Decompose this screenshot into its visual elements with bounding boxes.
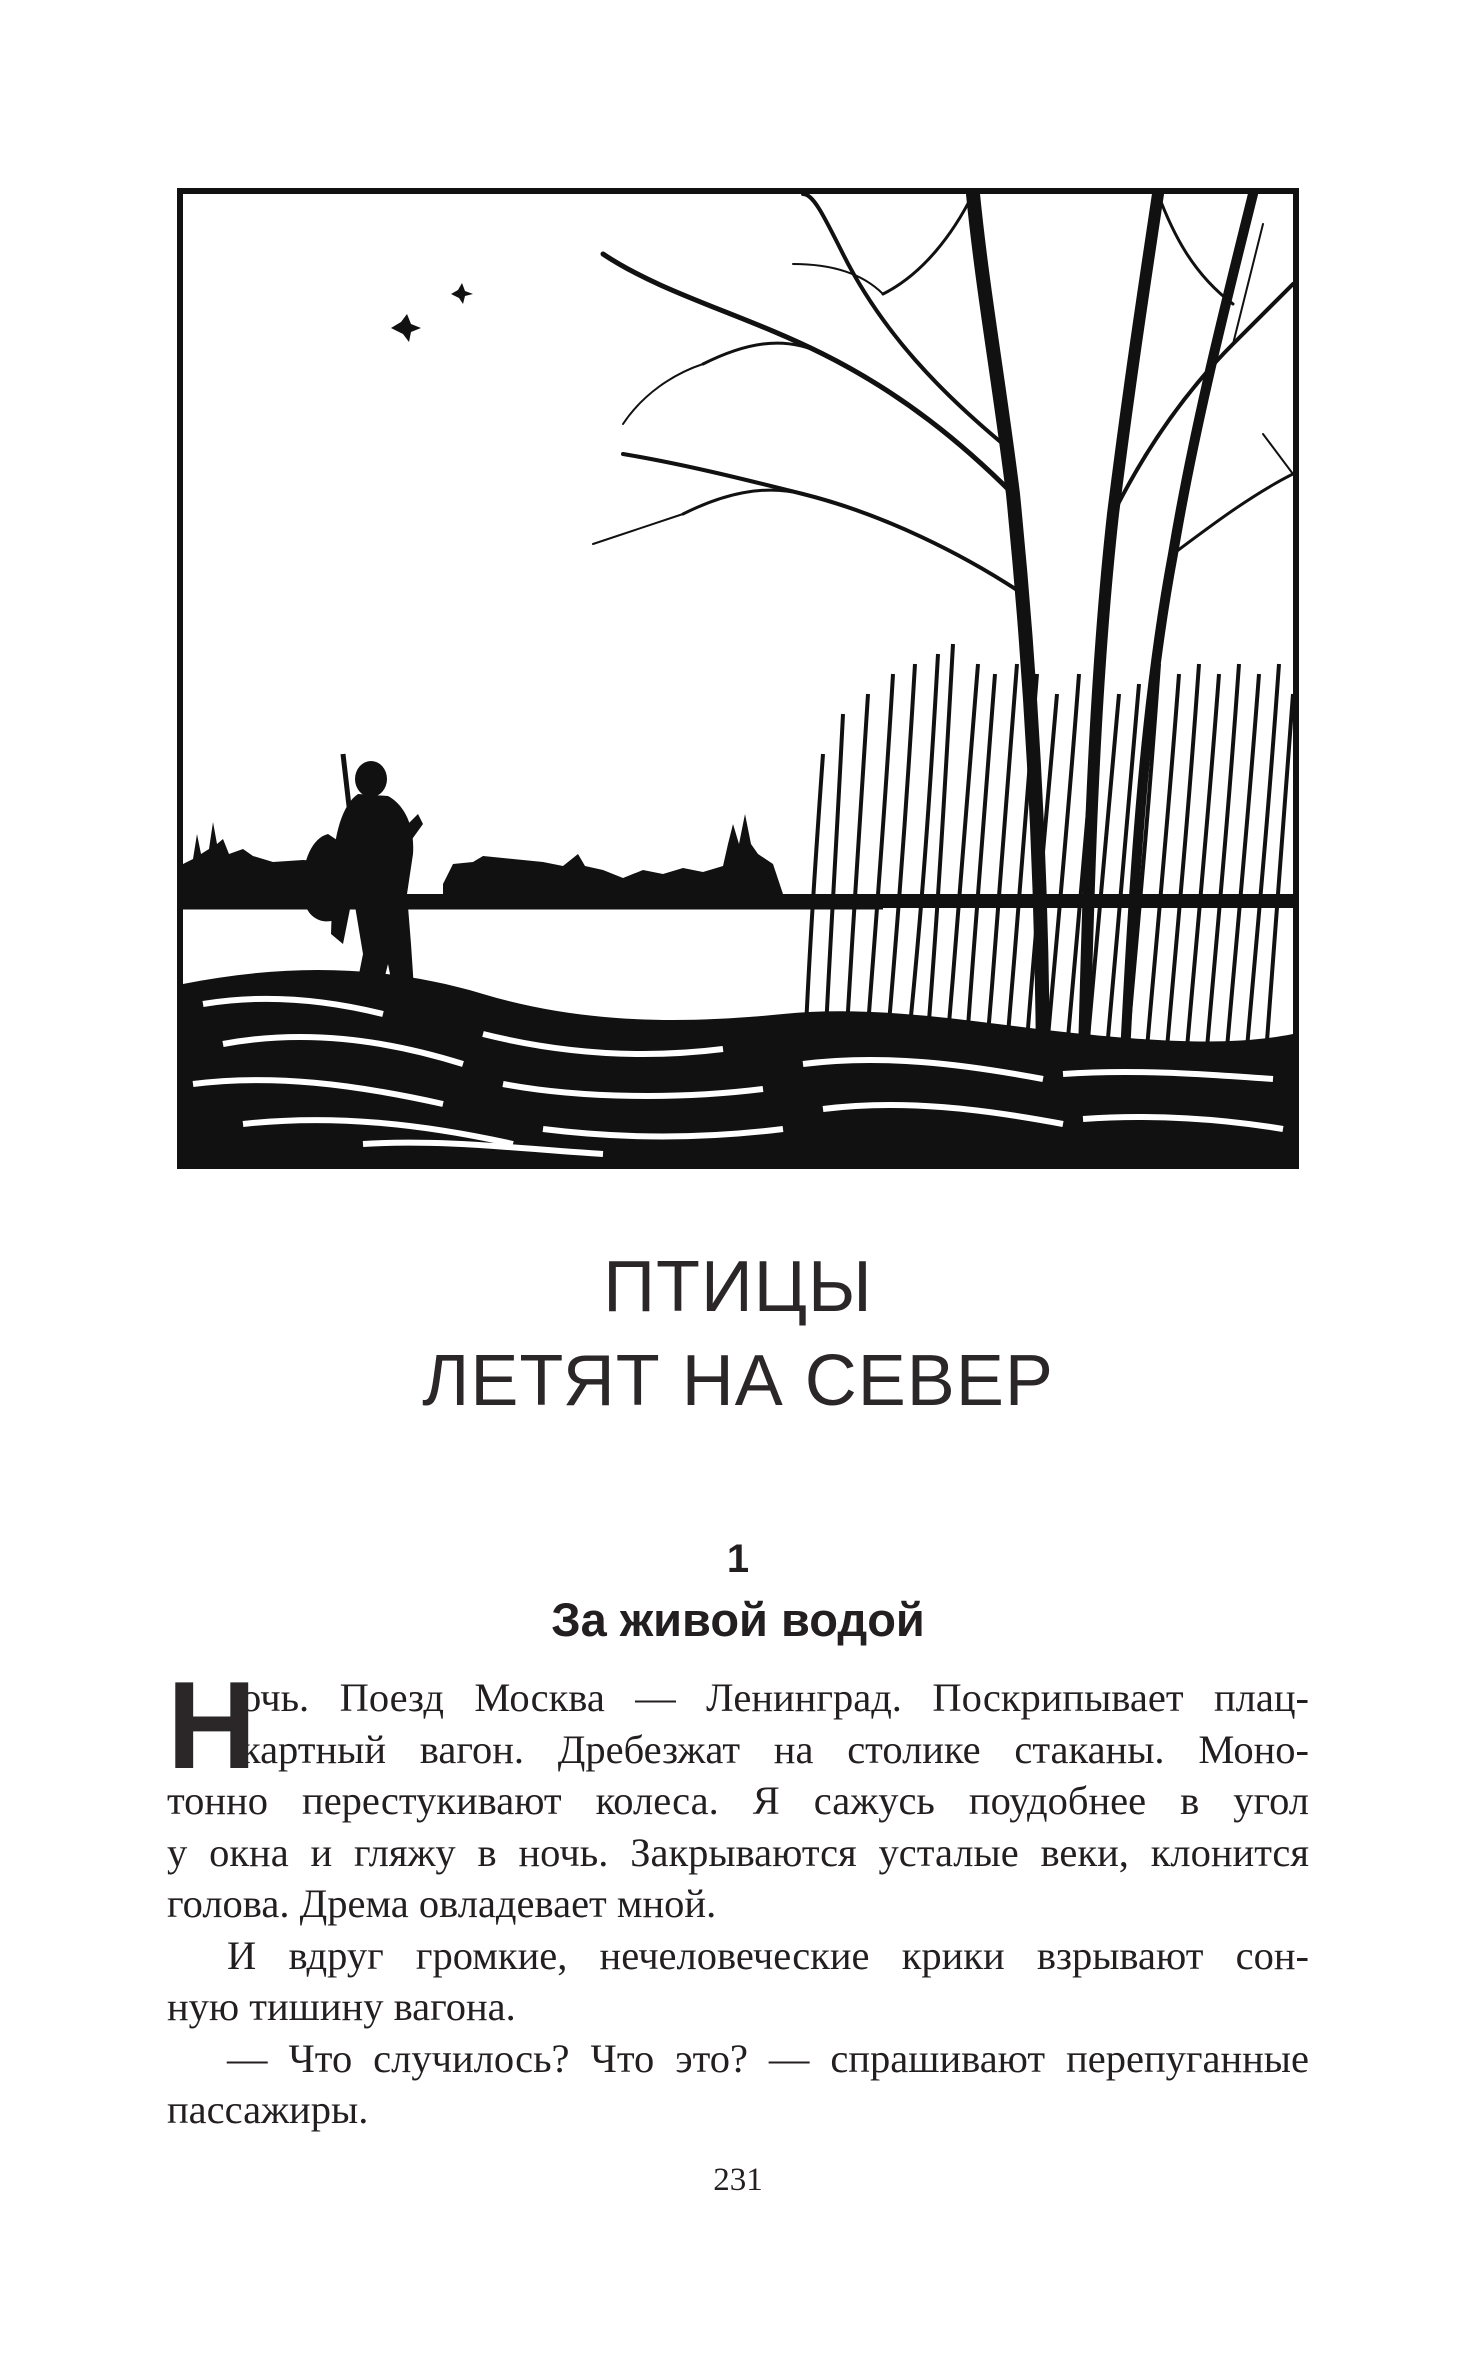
text-line: у окна и гляжу в ночь. Закрываются усталые веки, клонится: [167, 1829, 1309, 1875]
second-paragraph: [167, 1930, 1309, 2033]
first-paragraph: [167, 1657, 1309, 1930]
chapter-title-line-1: ПТИЦЫ: [603, 1247, 873, 1327]
text-line: голова. Дрема овладевает мной.: [167, 1881, 717, 1926]
text-line: картный вагон. Дребезжат на столике стаканы. Моно-: [241, 1726, 1309, 1772]
chapter-title-line-2: ЛЕТЯТ НА СЕВЕР: [422, 1341, 1054, 1421]
text-line: И вдруг громкие, нечеловеческие крики взрывают сон-: [227, 1932, 1309, 1978]
body-text: [167, 1657, 1309, 2136]
text-line: пассажиры.: [167, 2087, 369, 2132]
text-line: — Что случилось? Что это? — спрашивают перепуганные: [227, 2035, 1309, 2081]
birds-icon: [391, 283, 473, 342]
drop-cap: Н: [167, 1657, 257, 1795]
text-line: тонно перестукивают колеса. Я сажусь поудобнее в угол: [167, 1778, 1309, 1823]
chapter-illustration: [177, 188, 1299, 1169]
third-paragraph: [167, 2033, 1309, 2136]
page-number: 231: [713, 2162, 763, 2198]
text-line: ную тишину вагона.: [167, 1984, 516, 2029]
chapter-title: [0, 1240, 1476, 1428]
section-number: 1: [726, 1537, 750, 1581]
text-line: очь. Поезд Москва — Ленинград. Поскрипывает плац-: [241, 1675, 1309, 1720]
landscape-engraving: [183, 194, 1293, 1163]
section-title: За живой водой: [551, 1593, 925, 1646]
